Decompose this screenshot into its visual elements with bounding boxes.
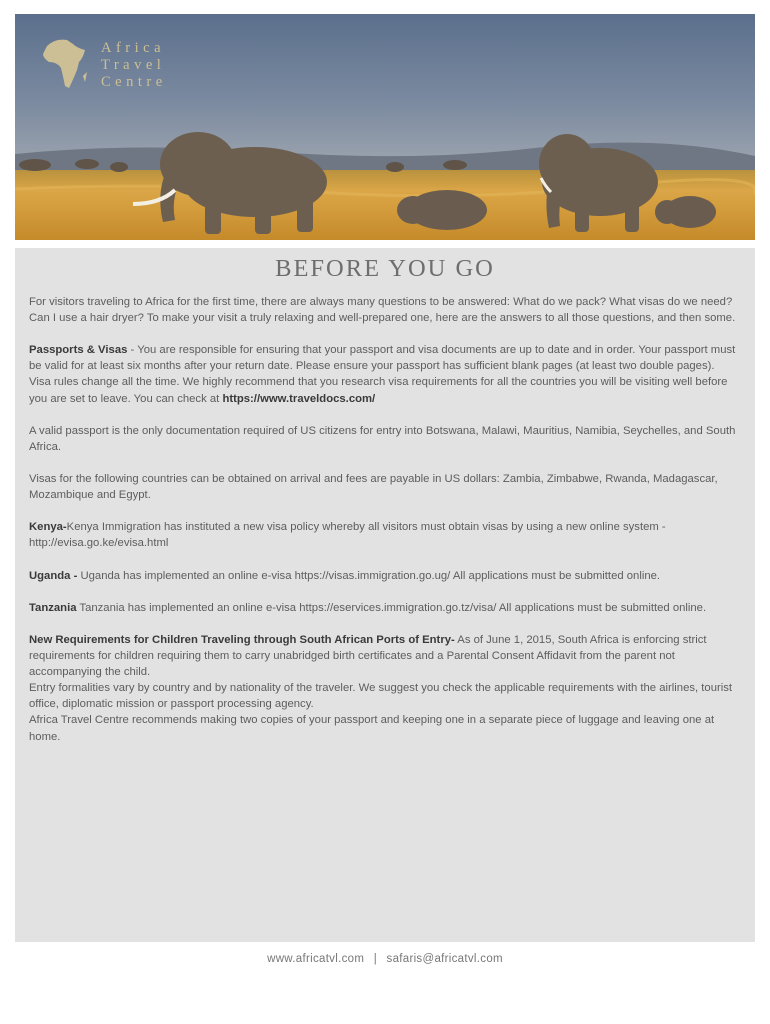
visa-on-arrival-paragraph: Visas for the following countries can be obtained on arrival and fees are payable in US dollars: Zambia, Zimbabwe, Rwanda, Madagascar, Mozambique and Egypt. bbox=[29, 473, 718, 502]
south-africa-heading: New Requirements for Children Traveling through South African Ports of Entry- bbox=[29, 633, 455, 646]
passport-copies-text: Africa Travel Centre recommends making two copies of your passport and keeping one in a separate piece of luggage and leaving one at home. bbox=[29, 714, 715, 743]
intro-paragraph: For visitors traveling to Africa for the first time, there are always many questions to be answered: What do we pack? What visas do we need? Can I use a hair dryer? To make your visit a truly relaxing and well-prepared one, here are the answers to all those questions, and then some. bbox=[29, 296, 736, 325]
tanzania-section bbox=[29, 600, 737, 616]
footer-website-link[interactable]: www.africatvl.com bbox=[267, 953, 365, 965]
footer bbox=[0, 953, 770, 965]
brand-name-line-1: Africa bbox=[101, 40, 166, 56]
hero-banner bbox=[15, 14, 755, 240]
passports-section bbox=[29, 342, 737, 406]
south-africa-section bbox=[29, 632, 737, 745]
us-citizens-paragraph: A valid passport is the only documentation required of US citizens for entry into Botswana, Malawi, Mauritius, Namibia, Seychelles, and South Africa. bbox=[29, 424, 736, 453]
kenya-section bbox=[29, 519, 737, 551]
africa-map-icon bbox=[39, 36, 91, 92]
kenya-heading: Kenya- bbox=[29, 521, 67, 534]
brand-logo bbox=[39, 36, 189, 96]
south-africa-text: As of June 1, 2015, South Africa is enforcing strict requirements for children requiring them to carry unabridged birth certificates and a Parental Consent Affidavit from the parent not accompanying the child. bbox=[29, 633, 707, 679]
content-panel bbox=[15, 248, 755, 942]
traveldocs-link[interactable]: https://www.traveldocs.com/ bbox=[222, 392, 376, 405]
content-body bbox=[29, 294, 737, 761]
uganda-section bbox=[29, 568, 737, 584]
tanzania-heading: Tanzania bbox=[29, 601, 77, 614]
footer-email-link[interactable]: safaris@africatvl.com bbox=[386, 953, 503, 965]
uganda-text: Uganda has implemented an online e-visa https://visas.immigration.go.ug/ All applications must be submitted online. bbox=[77, 569, 661, 582]
tanzania-text: Tanzania has implemented an online e-visa https://eservices.immigration.go.tz/visa/ All applications must be submitted online. bbox=[76, 601, 707, 614]
kenya-text: Kenya Immigration has instituted a new visa policy whereby all visitors must obtain visas by using a new online system - http://evisa.go.ke/evisa.html bbox=[29, 521, 666, 550]
brand-name-line-3: Centre bbox=[101, 74, 167, 90]
uganda-heading: Uganda - bbox=[29, 569, 78, 582]
passports-heading: Passports & Visas bbox=[29, 344, 128, 357]
footer-separator: | bbox=[373, 953, 378, 965]
entry-formalities-text: Entry formalities vary by country and by nationality of the traveler. We suggest you check the applicable requirements with the airlines, tourist office, diplomatic mission or passport processing agency. bbox=[29, 682, 733, 711]
page-title: BEFORE YOU GO bbox=[275, 255, 495, 282]
passports-text-2: Visa rules change all the time. We highly recommend that you research visa requirements for all the countries you will be visiting well before you are set to leave. You can check at bbox=[29, 376, 728, 405]
brand-name-line-2: Travel bbox=[101, 57, 166, 73]
passports-text: - You are responsible for ensuring that your passport and visa documents are up to date and in order. Your passport must be valid for at least six months after your return date. Please ensure your passport has sufficient blank pages (at least two double pages). bbox=[29, 344, 736, 373]
